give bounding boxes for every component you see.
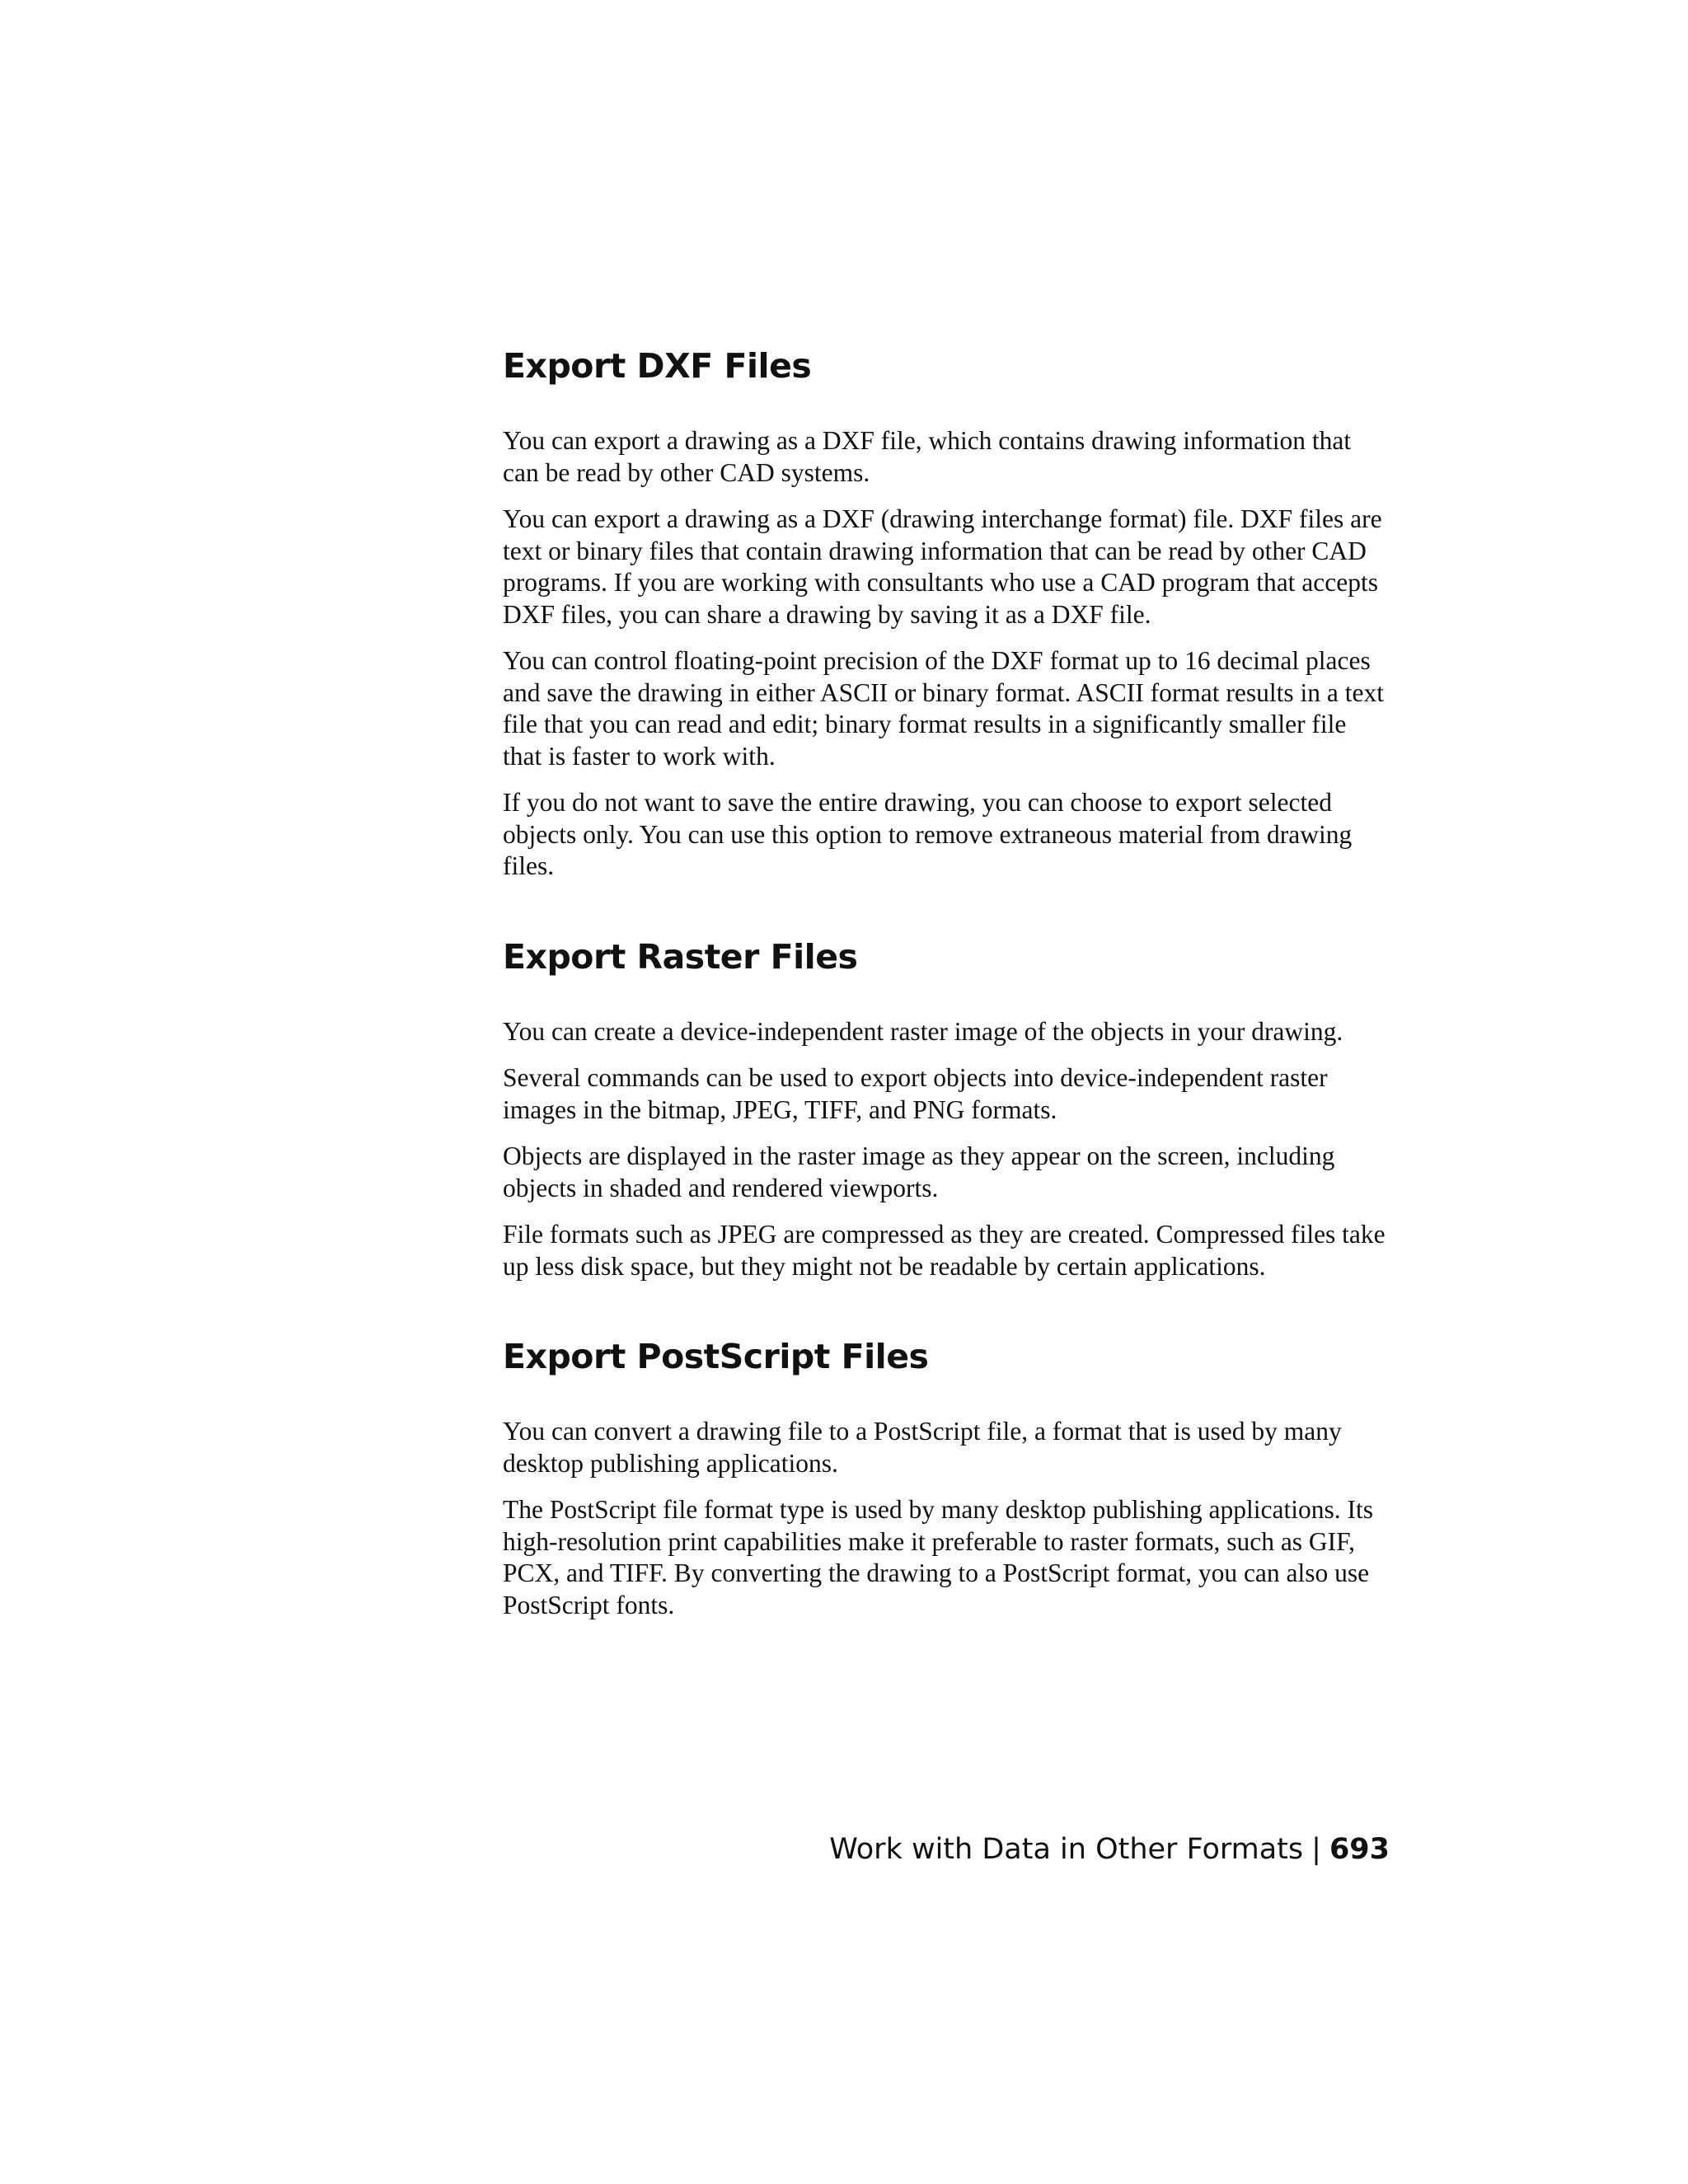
paragraph: The PostScript file format type is used by many desktop publishing applications. Its high-resolution print capabilities make it preferable to raster formats, such as GIF, PCX, and TIFF. By converting the drawing to a PostScript format, you can also use PostScript fonts. [503, 1495, 1373, 1619]
section-title: Export PostScript Files [503, 1337, 929, 1376]
paragraph: If you do not want to save the entire drawing, you can choose to export selected objects only. You can use this option to remove extraneous material from drawing files. [503, 788, 1353, 880]
paragraph: Objects are displayed in the raster image as they appear on the screen, including objects in shaded and rendered viewports. [503, 1141, 1335, 1202]
section-title: Export DXF Files [503, 346, 812, 386]
section-export-raster [503, 935, 1390, 1283]
paragraph: Several commands can be used to export objects into device-independent raster images in the bitmap, JPEG, TIFF, and PNG formats. [503, 1063, 1328, 1124]
paragraph: You can control floating-point precision of the DXF format up to 16 decimal places and save the drawing in either ASCII or binary format. ASCII format results in a text file that you can read and edit; binary format results in a significantly smaller file that is faster to work with. [503, 646, 1385, 771]
page-footer [829, 1831, 1390, 1868]
footer-separator: | [1311, 1833, 1321, 1866]
section-export-postscript [503, 1335, 1390, 1621]
paragraph: You can export a drawing as a DXF (drawing interchange format) file. DXF files are text or binary files that contain drawing information that can be read by other CAD programs. If you are working with consultants who use a CAD program that accepts DXF files, you can share a drawing by saving it as a DXF file. [503, 504, 1382, 629]
paragraph: You can convert a drawing file to a PostScript file, a format that is used by many desktop publishing applications. [503, 1417, 1342, 1478]
page-content [503, 344, 1390, 1636]
paragraph: You can create a device-independent raster image of the objects in your drawing. [503, 1016, 1343, 1046]
footer-chapter-title: Work with Data in Other Formats [829, 1833, 1304, 1866]
paragraph: You can export a drawing as a DXF file, which contains drawing information that can be read by other CAD systems. [503, 426, 1352, 487]
paragraph: File formats such as JPEG are compressed as they are created. Compressed files take up less disk space, but they might not be readable by certain applications. [503, 1220, 1386, 1281]
section-export-dxf [503, 344, 1390, 883]
section-title: Export Raster Files [503, 936, 858, 977]
page-number: 693 [1329, 1833, 1390, 1866]
